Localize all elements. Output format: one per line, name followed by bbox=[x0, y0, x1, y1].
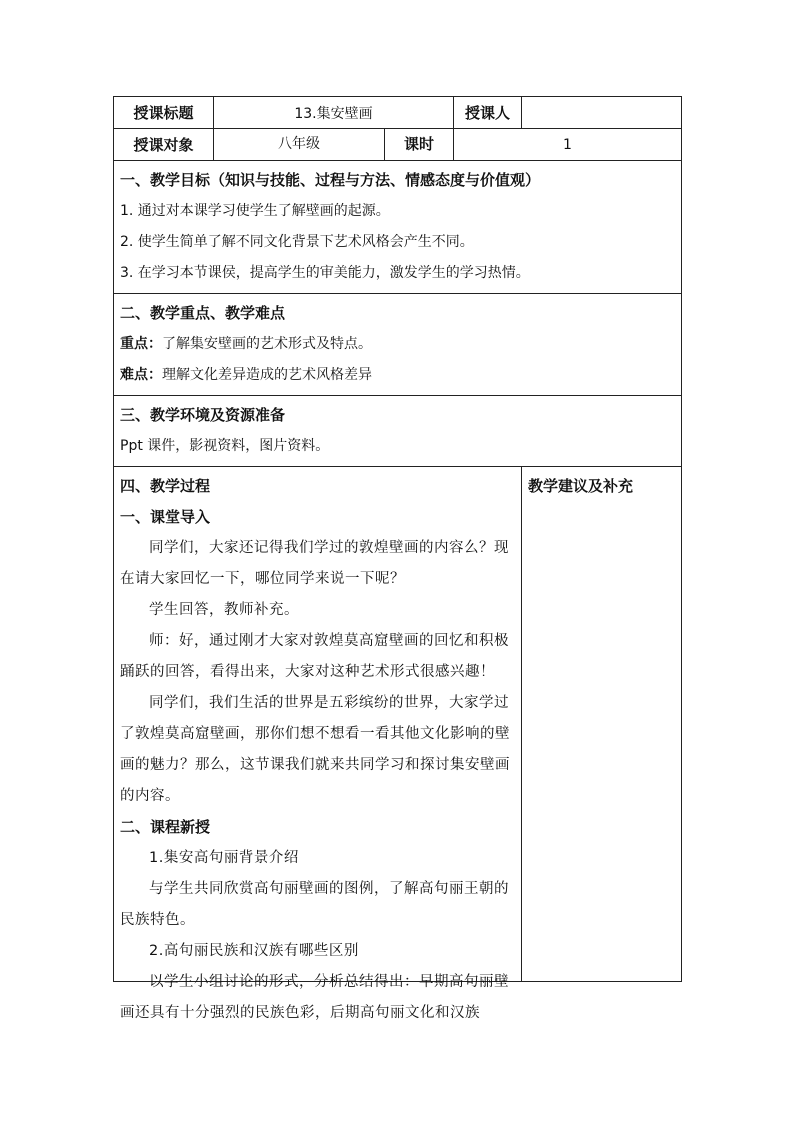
period-value: 1 bbox=[454, 129, 682, 161]
objectives-section bbox=[114, 161, 682, 294]
key-point-label: 重点： bbox=[120, 336, 162, 352]
new-lesson-item-1: 1.集安高句丽背景介绍 bbox=[149, 850, 299, 866]
difficult-point-text: 理解文化差异造成的艺术风格差异 bbox=[162, 367, 372, 383]
suggestions-title: 教学建议及补充 bbox=[528, 477, 634, 495]
new-lesson-paragraph-2: 以学生小组讨论的形式，分析总结得出：早期高句丽壁画还具有十分强烈的民族色彩，后期高句丽文化和汉族 bbox=[120, 974, 509, 1021]
lesson-plan-sheet bbox=[113, 96, 681, 1021]
objective-item-1: 1. 通过对本课学习使学生了解壁画的起源。 bbox=[120, 203, 390, 219]
audience-value: 八年级 bbox=[278, 136, 320, 152]
new-lesson-subtitle: 二、课程新授 bbox=[120, 818, 211, 836]
audience-cell bbox=[214, 129, 454, 161]
lesson-plan-table bbox=[113, 96, 682, 1021]
teacher-label: 授课人 bbox=[454, 97, 522, 129]
key-point-text: 了解集安壁画的艺术形式及特点。 bbox=[162, 336, 372, 352]
process-title: 四、教学过程 bbox=[120, 477, 211, 495]
difficult-point-label: 难点： bbox=[120, 367, 162, 383]
intro-paragraph-1: 同学们，大家还记得我们学过的敦煌壁画的内容么？现在请大家回忆一下，哪位同学来说一下呢？ bbox=[120, 540, 509, 587]
resources-text: Ppt 课件，影视资料，图片资料。 bbox=[120, 438, 330, 454]
process-section bbox=[114, 467, 682, 982]
intro-paragraph-2: 学生回答，教师补充。 bbox=[149, 602, 299, 618]
audience-label: 授课对象 bbox=[114, 129, 214, 161]
period-label: 课时 bbox=[384, 129, 453, 160]
process-main-cell bbox=[114, 467, 522, 1021]
lesson-title-label: 授课标题 bbox=[114, 97, 214, 129]
focus-title: 二、教学重点、教学难点 bbox=[120, 304, 286, 322]
new-lesson-paragraph-1: 与学生共同欣赏高句丽壁画的图例，了解高句丽王朝的民族特色。 bbox=[120, 881, 509, 928]
teacher-value bbox=[522, 97, 682, 129]
intro-subtitle: 一、课堂导入 bbox=[120, 508, 211, 526]
difficult-point bbox=[120, 360, 673, 391]
intro-paragraph-3: 师：好，通过刚才大家对敦煌莫高窟壁画的回忆和积极踊跃的回答，看得出来，大家对这种艺术形式很感兴趣！ bbox=[120, 633, 509, 680]
key-point bbox=[120, 329, 673, 360]
objective-item-3: 3. 在学习本节课侯，提高学生的审美能力，激发学生的学习热情。 bbox=[120, 265, 530, 281]
resources-section bbox=[114, 396, 682, 467]
suggestions-cell bbox=[522, 467, 682, 982]
objective-item-2: 2. 使学生简单了解不同文化背景下艺术风格会产生不同。 bbox=[120, 234, 474, 250]
lesson-title-value: 13.集安壁画 bbox=[214, 97, 454, 129]
objectives-title: 一、教学目标（知识与技能、过程与方法、情感态度与价值观） bbox=[120, 171, 541, 189]
focus-section bbox=[114, 294, 682, 396]
resources-title: 三、教学环境及资源准备 bbox=[120, 406, 286, 424]
intro-paragraph-4: 同学们，我们生活的世界是五彩缤纷的世界，大家学过了敦煌莫高窟壁画，那你们想不想看一看其他文化影响的壁画的魅力？那么，这节课我们就来共同学习和探讨集安壁画的内容。 bbox=[120, 695, 510, 804]
new-lesson-item-2: 2.高句丽民族和汉族有哪些区别 bbox=[149, 943, 359, 959]
audience-row bbox=[114, 129, 682, 161]
title-row bbox=[114, 97, 682, 129]
